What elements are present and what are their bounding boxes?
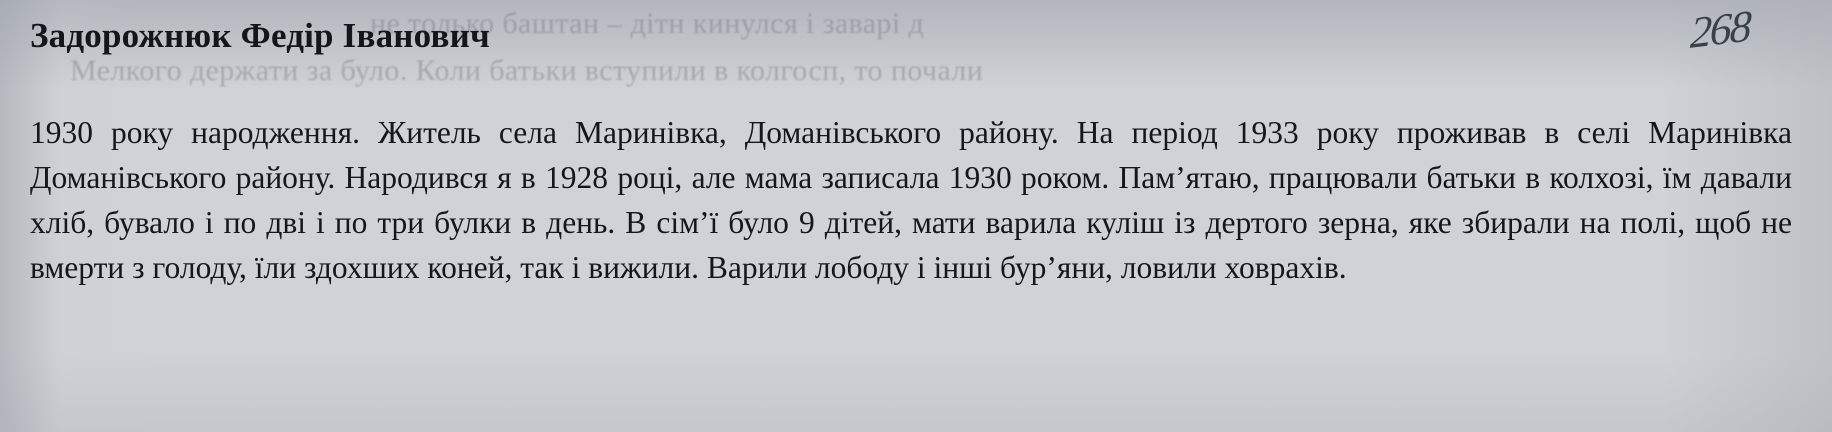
testimony-paragraph: 1930 року народження. Житель села Маринівка, Доманівського району. На період 1933 року проживав в селі Маринівка Доманівського району. Народився я в 1928 році, але мама записала 1930 роком. Пам’ятаю, працювали батьки в колхозі, їм давали хліб, бувало і по дві і по три булки в день. В сім’ї було 9 дітей, мати варила куліш із дертого зерна, яке збирали на полі, щоб не вмерти з голоду, їли здохших коней, так і вижили. Варили лободу і інші бур’яни, ловили ховрахів. [30, 115, 1792, 285]
page-content [30, 0, 1812, 432]
bleed-through-line-1: не только баштан – дітн кинулся і заварі д [370, 7, 925, 40]
bleed-through-line-2: Мелкого держати за було. Коли батьки вступили в колгосп, то почали [70, 54, 984, 87]
testimony-body [30, 110, 1792, 290]
page-title: Задорожнюк Федір Іванович [30, 16, 490, 55]
handwritten-page-number: 268 [1689, 1, 1751, 58]
